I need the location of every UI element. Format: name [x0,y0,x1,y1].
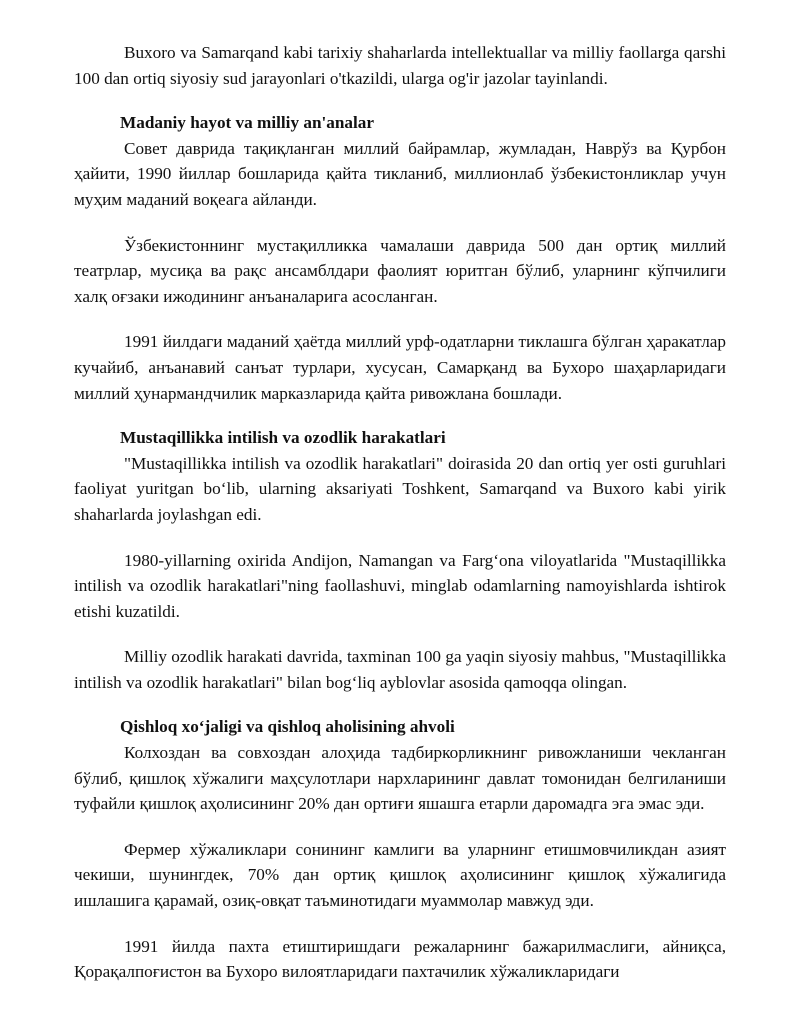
culture-paragraph-1: Совет даврида тақиқланган миллий байрамлар, жумладан, Наврўз ва Қурбон ҳайити, 1990 йиллар бошларида қайта тикланиб, миллионлаб ўзбекистонликлар учун муҳим маданий воқеага айланди. [74,138,726,209]
intro-paragraph: Buxoro va Samarqand kabi tarixiy shaharlarda intellektuallar va milliy faollarga qarshi 100 dan ortiq siyosiy sud jarayonlari o'tkazildi, ularga og'ir jazolar tayinlandi. [74,43,726,88]
agriculture-paragraph-1: Колхоздан ва совхоздан алоҳида тадбиркорликнинг ривожланиши чекланган бўлиб, қишлоқ хўжалиги маҳсулотлари нархларининг давлат томонидан белгиланиши туфайли қишлоқ аҳолисининг 20% дан ортиғи яшашга етарли даромадга эга эмас эди. [74,743,726,814]
culture-paragraph-3: 1991 йилдаги маданий ҳаётда миллий урф-одатларни тиклашга бўлган ҳаракатлар кучайиб, анъанавий санъат турлари, хусусан, Самарқанд ва Бухоро шаҳарларидаги миллий ҳунармандчилик марказларида қайта ривожлана бошлади. [74,332,726,403]
independence-paragraph-1: "Mustaqillikka intilish va ozodlik harakatlari" doirasida 20 dan ortiq yer osti guruhlari faoliyat yuritgan bo‘lib, ularning aksariyati Toshkent, Samarqand va Buxoro kabi yirik shaharlarda joylashgan edi. [74,453,726,524]
agriculture-paragraph-2: Фермер хўжаликлари сонининг камлиги ва уларнинг етишмовчиликдан азият чекиши, шунингдек, 70% дан ортиқ қишлоқ аҳолисининг қишлоқ хўжалигида ишлашига қарамай, озиқ-овқат таъминотидаги муаммолар мавжуд эди. [74,839,726,911]
section-heading-agriculture: Qishloq xo‘jaligi va qishloq aholisining ahvoli [120,717,455,737]
document-page [74,40,726,985]
culture-paragraph-2: Ўзбекистоннинг мустақилликка чамалаши даврида 500 дан ортиқ миллий театрлар, мусиқа ва рақс ансамблдари фаолият юритган бўлиб, уларнинг кўпчилиги халқ оғзаки ижодининг анъаналарига асосланган. [74,235,726,306]
section-heading-independence: Mustaqillikka intilish va ozodlik harakatlari [120,428,446,448]
agriculture-paragraph-3: 1991 йилда пахта етиштиришдаги режаларнинг бажарилмаслиги, айниқса, Қорақалпоғистон ва Бухоро вилоятларидаги пахтачилик хўжаликларидаги [74,936,726,982]
independence-paragraph-3: Milliy ozodlik harakati davrida, taxminan 100 ga yaqin siyosiy mahbus, "Mustaqillikka intilish va ozodlik harakatlari" bilan bog‘liq ayblovlar asosida qamoqqa olingan. [74,647,726,692]
independence-paragraph-2: 1980-yillarning oxirida Andijon, Namangan va Farg‘ona viloyatlarida "Mustaqillikka intilish va ozodlik harakatlari"ning faollashuvi, minglab odamlarning namoyishlarda ishtirok etishi kuzatildi. [74,550,726,621]
section-heading-culture: Madaniy hayot va milliy an'analar [120,113,375,133]
